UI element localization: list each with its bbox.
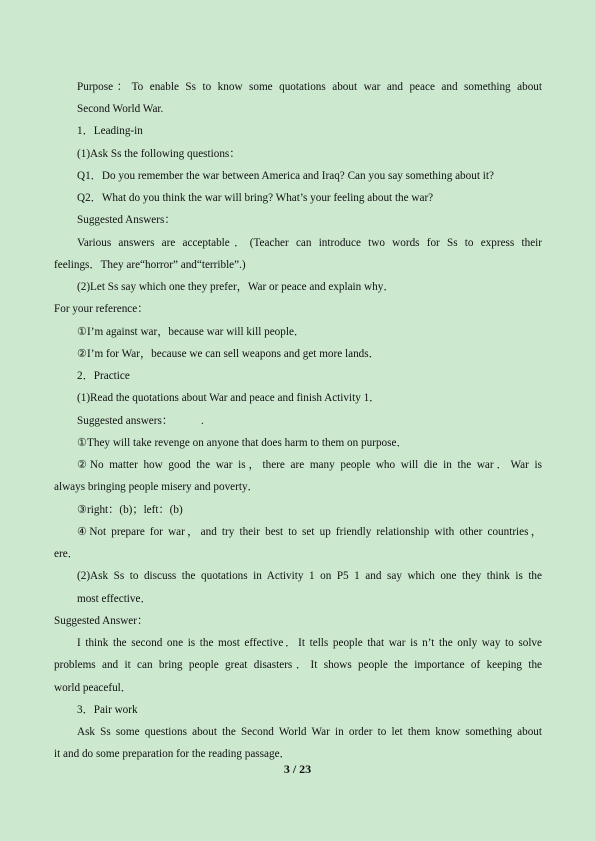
suggested-answer-label: Suggested Answer：: [54, 615, 149, 627]
answer-item-2-line-2: always bringing people misery and poverty．: [54, 481, 259, 493]
reference-item-1: ①I’m against war，because war will kill people．: [77, 326, 306, 338]
section-heading-practice: 2．Practice: [77, 370, 130, 382]
purpose-line-1: Purpose：To enable Ss to know some quotations about war and peace and something about: [77, 81, 542, 93]
section-heading-pair-work: 3．Pair work: [77, 704, 138, 716]
answer-item-3: ③right：(b)；left：(b): [77, 504, 183, 516]
page-number: 3 / 23: [283, 762, 312, 776]
section-heading-leading-in: 1．Leading-in: [77, 125, 143, 137]
effective-answer-line-2: problems and it can bring people great disasters．It shows people the importance of keeping the: [54, 659, 542, 671]
suggested-answers-label-2: Suggested answers： .: [77, 415, 204, 427]
instruction-ask-questions: (1)Ask Ss the following questions：: [77, 148, 241, 160]
instruction-let-ss-say: (2)Let Ss say which one they prefer，War or peace and explain why．: [77, 281, 395, 293]
suggested-answers-label-1: Suggested Answers：: [77, 214, 176, 226]
answer-item-4-line-2: ere．: [54, 548, 79, 560]
pair-work-line-2: it and do some preparation for the reading passage．: [54, 748, 291, 760]
effective-answer-line-1: I think the second one is the most effective．It tells people that war is n’t the only way to solve: [77, 637, 542, 649]
answer-paragraph-line-1: Various answers are acceptable．(Teacher can introduce two words for Ss to express their: [77, 237, 542, 249]
instruction-discuss-line-1: (2)Ask Ss to discuss the quotations in Activity 1 on P5 1 and say which one they think is the: [77, 570, 542, 582]
purpose-line-2: Second World War.: [77, 103, 164, 115]
answer-item-2-line-1: ②No matter how good the war is，there are many people who will die in the war．War is: [77, 459, 542, 471]
answer-item-1: ①They will take revenge on anyone that does harm to them on purpose．: [77, 437, 408, 449]
question-q2: Q2．What do you think the war will bring? What’s your feeling about the war?: [77, 192, 434, 204]
reference-item-2: ②I’m for War，because we can sell weapons and get more lands．: [77, 348, 380, 360]
pair-work-line-1: Ask Ss some questions about the Second World War in order to let them know something about: [77, 726, 542, 738]
question-q1: Q1．Do you remember the war between America and Iraq? Can you say something about it?: [77, 170, 494, 182]
effective-answer-line-3: world peaceful．: [54, 682, 132, 694]
answer-item-4-line-1: ④Not prepare for war，and try their best to set up friendly relationship with other countries，: [77, 526, 542, 538]
instruction-discuss-line-2: most effective．: [77, 593, 152, 605]
answer-paragraph-line-2: feelings．They are“horror” and“terrible”.): [54, 259, 246, 271]
reference-label: For your reference：: [54, 303, 149, 315]
instruction-read-quotations: (1)Read the quotations about War and peace and finish Activity 1．: [77, 392, 381, 404]
